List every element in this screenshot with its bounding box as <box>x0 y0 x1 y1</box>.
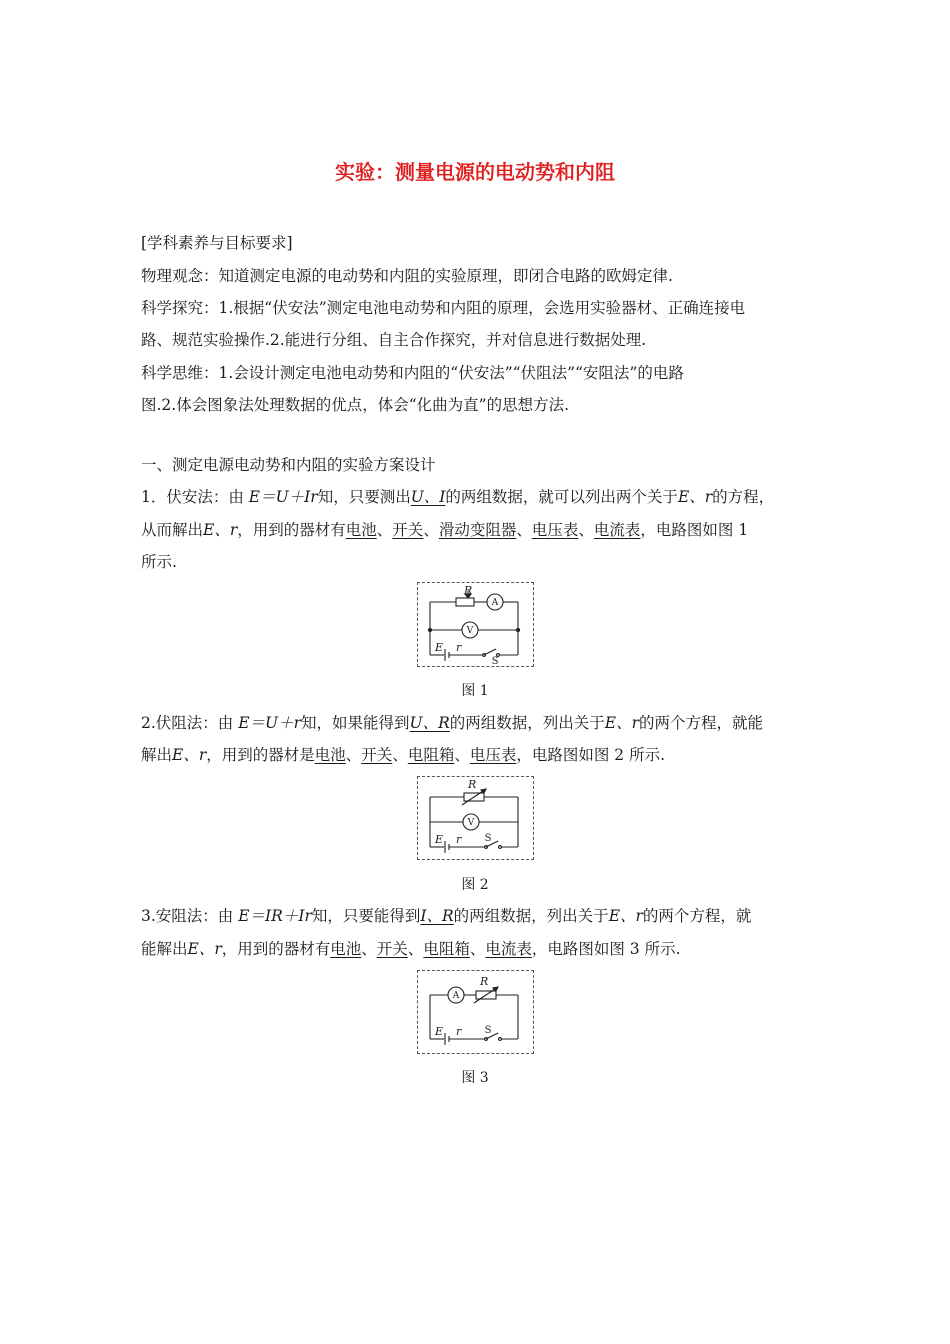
label-S: S <box>484 1025 492 1036</box>
method1-formula: E＝U＋Ir <box>248 488 318 506</box>
label-A: A <box>452 991 460 1001</box>
circuit-diagram-2 <box>418 777 533 859</box>
method3-line1: 3.安阻法：由 E＝IR＋Ir知，只要能得到I、R的两组数据，列出关于E、r的两个方程，就 <box>141 907 752 925</box>
method3-formula: E＝IR＋Ir <box>238 907 312 925</box>
rheostat-symbol <box>456 598 474 606</box>
label-r: r <box>456 833 462 846</box>
label-E: E <box>435 641 444 654</box>
circuit-diagram-1 <box>418 583 533 666</box>
circuit-figure-3 <box>417 970 534 1054</box>
equipment-item: 电池 <box>314 746 346 764</box>
method1-line2: 从而解出E、r，用到的器材有电池、开关、滑动变阻器、电压表、电流表，电路图如图 1 <box>141 521 749 539</box>
label-R: R <box>464 584 473 597</box>
page-title: 实验：测量电源的电动势和内阻 <box>335 160 615 184</box>
section-heading: 一、测定电源电动势和内阻的实验方案设计 <box>141 456 436 474</box>
label-V: V <box>466 626 474 636</box>
label-E: E <box>435 1025 444 1038</box>
goal-line-3: 路、规范实验操作.2.能进行分组、自主合作探究，并对信息进行数据处理. <box>141 331 647 349</box>
figure-2-caption: 图 2 <box>461 877 489 893</box>
equipment-item: 开关 <box>361 746 393 764</box>
label-A: A <box>491 598 499 608</box>
figure-3-caption: 图 3 <box>461 1070 489 1086</box>
equipment-item: 电阻箱 <box>407 746 455 764</box>
goal-line-1: 物理观念：知道测定电源的电动势和内阻的实验原理，即闭合电路的欧姆定律. <box>141 267 673 285</box>
method3-quantities: I、R <box>420 907 454 925</box>
equipment-item: 滑动变阻器 <box>438 521 517 539</box>
equipment-item: 开关 <box>392 521 424 539</box>
circuit-figure-2 <box>417 776 534 860</box>
label-V: V <box>467 818 475 828</box>
method2-formula: E＝U＋ <box>238 714 294 732</box>
label-S: S <box>484 833 492 844</box>
method1-line3: 所示. <box>141 553 177 571</box>
method2-quantities: U、R <box>409 714 450 732</box>
label-S: S <box>491 656 499 666</box>
switch-symbol <box>484 649 496 655</box>
equipment-item: 电流表 <box>593 521 641 539</box>
equipment-item: 电流表 <box>485 940 532 958</box>
goal-line-2: 科学探究：1.根据“伏安法”测定电池电动势和内阻的原理，会选用实验器材、正确连接电 <box>141 299 746 317</box>
method1-quantities: U、I <box>410 488 446 506</box>
circuit-figure-1 <box>417 582 534 667</box>
equipment-item: 电阻箱 <box>423 940 470 958</box>
label-R: R <box>480 975 489 988</box>
figure-1-caption: 图 1 <box>461 683 489 699</box>
goal-line-5: 图.2.体会图象法处理数据的优点，体会“化曲为直”的思想方法. <box>141 396 569 414</box>
equipment-item: 开关 <box>376 940 408 958</box>
goals-heading: [学科素养与目标要求] <box>141 234 293 252</box>
method3-line2: 能解出E、r，用到的器材有电池、开关、电阻箱、电流表，电路图如图 3 所示. <box>141 940 681 958</box>
circuit-diagram-3 <box>418 971 533 1053</box>
equipment-item: 电压表 <box>531 521 579 539</box>
equipment-item: 电池 <box>330 940 362 958</box>
equipment-item: 电压表 <box>469 746 517 764</box>
goal-line-4: 科学思维：1.会设计测定电池电动势和内阻的“伏安法”“伏阻法”“安阻法”的电路 <box>141 364 684 382</box>
label-R: R <box>468 778 477 791</box>
label-r: r <box>456 1025 462 1038</box>
equipment-item: 电池 <box>345 521 377 539</box>
method1-line1: 1．伏安法：由 E＝U＋Ir知，只要测出U、I的两组数据，就可以列出两个关于E、r的方程， <box>141 488 775 506</box>
label-E: E <box>435 833 444 846</box>
method2-line2: 解出E、r，用到的器材是电池、开关、电阻箱、电压表，电路图如图 2 所示. <box>141 746 666 764</box>
method2-line1: 2.伏阻法：由 E＝U＋r知，如果能得到U、R的两组数据，列出关于E、r的两个方程，就能 <box>141 714 764 732</box>
label-r: r <box>456 641 462 654</box>
